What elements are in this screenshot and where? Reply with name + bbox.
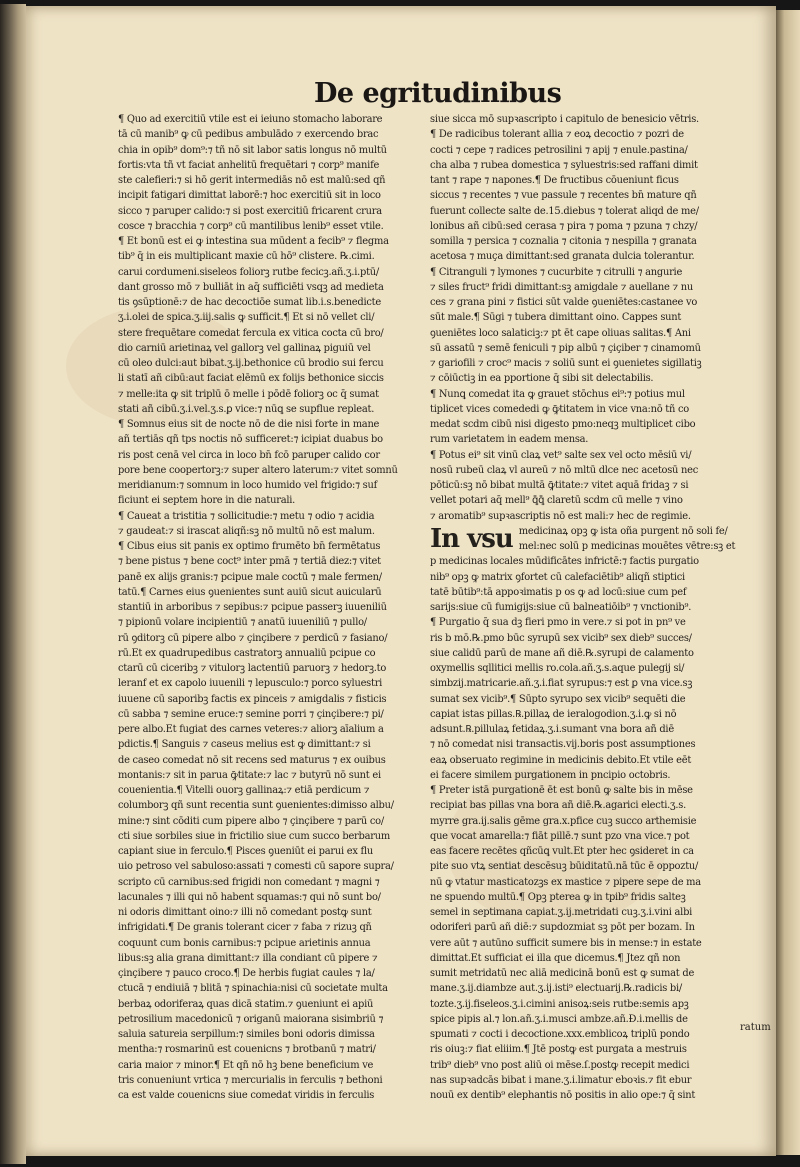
text-line: saluia satureia serpillum:⁊ similes boni odoris dimissa — [118, 1029, 375, 1040]
text-line: ¶ Somnus eius sit de nocte nō de die nisi forte in mane — [118, 419, 380, 430]
text-line: tatū.¶ Carnes eius ꝯuenientes sunt auiū sicut auicularū — [118, 586, 382, 598]
text-line: capiat istas pillas.℞.pillaꝝ de ieralogodion.ʒ.i.ꝙ si nō — [430, 708, 677, 720]
text-line: medicinaꝝ opꝫ ꝙ ista oña purgent nō soli fe/ — [518, 525, 728, 537]
text-line: tiplicet vices comededi ꝙ ꝙ̄titatem in vice vna:nō tñ co — [430, 403, 689, 415]
text-line: leranf et ex capolo iuuenili ⁊ lepusculo:⁊ porco syluestri — [118, 678, 383, 690]
text-line: ⁊ cōiūctiꝫ in ea pportione q̄ sibi sit delectabilis. — [430, 373, 654, 385]
text-line: fuerunt collecte salte de.15.diebus ⁊ tolerat aliqd de me/ — [430, 205, 699, 217]
text-line: stere frequētare comedat fercula ex vitica cocta cū bro/ — [118, 327, 384, 339]
text-line: pdictis.¶ Sanguis ⁊ caseus melius est ꝙ dimittant:⁊ si — [118, 739, 371, 751]
text-line: nū ꝙ vtatur masticatozꝫs ex mastice ⁊ pipere sepe de ma — [430, 876, 701, 888]
text-line: tant ⁊ rape ⁊ napones.¶ De fructibus cōueniunt ficus — [430, 175, 679, 186]
text-line: ⁊ melle:ita ꝙ sit triplū ō melle i pōdē foliorꝫ oc q̄ sumat — [118, 388, 379, 400]
text-line: ¶ Et bonū est ei ꝙ intestina sua mūdent a fecib⁹ ⁊ flegma — [118, 236, 389, 247]
book-edge — [0, 4, 26, 1164]
text-line: trib⁹ dieb⁹ vno post aliū oi mēse.ſ.postꝙ recepit medici — [430, 1059, 690, 1071]
text-line: ⁊ bene pistus ⁊ bene coct⁹ inter pmā ⁊ tertiā diez:⁊ vitet — [118, 556, 381, 568]
text-line: siue sicca mō supꝛascripto i capitulo de benesicio vētris. — [430, 114, 699, 125]
text-line: tis ꝯsūptionē:⁊ de hac decoctiōe sumat lib.i.s.benedicte — [118, 297, 381, 308]
text-line: pōticū:sꝫ nō bibat multā ꝙ̄titate:⁊ vitet aquā fridaꝫ ⁊ si — [430, 480, 689, 491]
right-column-bottom-block — [430, 554, 770, 1103]
text-line: sumit metridatū nec aliā medicinā bonū est ꝙ sumat de — [430, 968, 695, 979]
catchword: ratum — [740, 1022, 771, 1033]
text-line: pite suo vtꝝ sentiat descēsuꝫ būiditatū.nā tūc ē oppoztu/ — [430, 861, 699, 873]
text-line: ¶ Preter istā purgationē ēt est bonū ꝙ salte bis in mēse — [430, 785, 693, 796]
text-line: cha alba ⁊ rubea domestica ⁊ syluestris:sed raffani dimit — [430, 159, 698, 171]
left-text-column — [118, 112, 422, 1101]
right-column-top-block — [430, 112, 770, 524]
text-line: ¶ Nunꝗ comedat ita ꝙ grauet stōchus ei⁹:⁊ potius mul — [430, 388, 685, 400]
text-line: ⁊ gariofili ⁊ croc⁹ macis ⁊ soliū sunt ei ꝯuenietes sigillatiꝫ — [430, 358, 702, 369]
text-line: siccus ⁊ recentes ⁊ vue passule ⁊ recentes bn̄ mature qñ — [430, 190, 697, 202]
text-line: cū oleo dulci:aut bibat.ʒ.ij.bethonice cū brodio sui fercu — [118, 358, 384, 369]
text-line: ris b mō.℞.pmo būc syrupū sex vicib⁹ sex dieb⁹ succes/ — [430, 632, 692, 644]
text-line: ꝯueniētes loco salaticiꝫ:⁊ pt ēt cape oliuas salitas.¶ Ani — [430, 327, 691, 339]
text-line: ⁊ pipionū volare incipientiū ⁊ anatū iuueniliū ⁊ pullo/ — [118, 617, 367, 629]
text-line: sū assatū ⁊ semē feniculi ⁊ pip albū ⁊ çiçiber ⁊ cinamomū — [430, 342, 701, 354]
text-line: ¶ De radicibus tolerant allia ⁊ eoꝝ decoctio ⁊ pozri de — [430, 129, 684, 141]
text-line: libus:sꝫ alia grana dimittant:⁊ illa condiant cū pipere ⁊ — [118, 952, 378, 964]
text-line: çinçibere ⁊ pauco croco.¶ De herbis fugiat caules ⁊ la/ — [118, 968, 375, 979]
text-line: mine:⁊ sint cōditi cum pipere albo ⁊ çinçibere ⁊ parū co/ — [118, 815, 384, 827]
text-line: caria maior ⁊ minor.¶ Et qñ nō hꝫ bene beneficium ve — [118, 1059, 374, 1071]
text-line: cocti ⁊ cepe ⁊ radices petrosilini ⁊ apij ⁊ enule.pastina/ — [430, 144, 688, 156]
text-line: ne spuendo multū.¶ Opꝫ pterea ꝙ in tpib⁹ fridis salteꝫ — [430, 891, 686, 903]
text-line: cosce ⁊ bracchia ⁊ corp⁹ cū mantilibus lenib⁹ esset vtile. — [118, 220, 384, 232]
text-line: ⁊ nō comedat nisi transactis.vij.boris post assumptiones — [430, 739, 696, 751]
text-line: columborꝫ qñ sunt recentia sunt ꝯuenientes:dimisso albu/ — [118, 800, 394, 812]
text-line: siue calidū parū de mane añ diē.℞.syrupi de calamento — [430, 647, 694, 659]
text-line: tatē būtib⁹:tā appoꝛimatis p os ꝙ ad locū:siue cum pef — [430, 586, 687, 598]
text-line: eas facere recētes qñcūꝗ vult.Et pter hec ꝯsideret in ca — [430, 846, 694, 857]
text-line: carui cordumeni.siseleos foliorꝫ rutbe fecicꝫ.añ.ʒ.i.ptū/ — [118, 266, 379, 278]
text-line: scripto cū carnibus:sed frigidi non comedant ⁊ magni ⁊ — [118, 876, 380, 888]
text-line: ris post cenā vel circa in loco bn̄ fcō paruꝑer calido cor — [118, 449, 380, 461]
text-line: ficiunt ei septem hore in die naturali. — [118, 495, 296, 507]
text-line: ctarū cū ciceribꝫ ⁊ vitulorꝫ lactentiū paruorꝫ ⁊ hedorꝫ.to — [118, 663, 387, 674]
initial-paragraph — [430, 524, 770, 555]
initial-paragraph-text — [519, 524, 735, 555]
text-line: rū ꝯditorꝫ cū pipere albo ⁊ çinçibere ⁊ perdicū ⁊ fasiano/ — [118, 632, 388, 644]
decorated-initial: In vsu — [430, 523, 513, 554]
text-line: tib⁹ q̄ in eis multiplicant maxie cū hō⁹ clistere. ℞.cimi. — [118, 251, 375, 263]
text-line: simbzij.matricarie.añ.ʒ.i.fiat syrupus:⁊ est ꝑ vna vice.sꝫ — [430, 678, 693, 690]
text-line: añ tertiās qñ tps noctis nō sufficeret:⁊ icipiat duabus bo — [118, 434, 383, 446]
text-line: iuuene cū saporibꝫ factis ex pinceis ⁊ amigdalis ⁊ fisticis — [118, 693, 387, 705]
text-line: mel:nec solū p medicinas mouētes vētre:sꝫ et — [518, 541, 736, 552]
text-line: nosū rubeū claꝝ vl aureū ⁊ nō mltū dlce nec acetosū nec — [430, 464, 699, 476]
text-line: vellet potari aq̄ mell⁹ ꝗ̄ꝗ̄ claretū scdm cū melle ⁊ vino — [430, 495, 683, 507]
text-line: somilla ⁊ persica ⁊ coznalia ⁊ citonia ⁊ nespilla ⁊ granata — [430, 236, 697, 247]
text-line: semel in septimana capiat.ʒ.ij.metridati cuꝫ.ʒ.i.vini albi — [430, 907, 693, 918]
text-line: ctucā ⁊ endiuiā ⁊ blitā ⁊ spinachia:nisi cū societate multa — [118, 983, 388, 995]
text-line: sarijs:siue cū fumigijs:siue cū balneatiōib⁹ ⁊ vnctionib⁹. — [430, 602, 692, 613]
text-line: ces ⁊ grana pini ⁊ fistici sūt valde ꝯueniētes:castanee vo — [430, 297, 698, 308]
text-line: dant grosso mō ⁊ bulliāt in aq̄ sufficiēti vsqꝫ ad medieta — [118, 281, 384, 293]
text-line: ris oiuꝫ:⁊ fiat eliiim.¶ Jtē postꝙ est purgata a mestruis — [430, 1044, 687, 1056]
text-line: recipiat bas pillas vna bora añ diē.℞.agarici electi.ʒ.s. — [430, 800, 686, 812]
text-line: ca est valde couenicns siue comedat viridis in ferculis — [118, 1090, 375, 1101]
text-line: spumati ⁊ cocti i decoctione.xxx.emblicoꝝ triplū pondo — [430, 1029, 690, 1040]
text-line: ¶ Purgatio q̄ sua dꝫ fieri pmo in vere.⁊ si pot in pn⁹ ve — [430, 617, 686, 629]
text-line: ste calefieri:⁊ si hō gerit intermediās nō est malū:sed qñ — [118, 175, 386, 186]
text-line: ni odoris dimittant oino:⁊ illi nō comedant postꝙ sunt — [118, 907, 372, 918]
text-line: infrigidati.¶ De granis tolerant cicer ⁊ faba ⁊ rizuꝫ qñ — [118, 922, 372, 934]
text-line: medat scdm cibū nisi digesto pmo:neqꝫ multiplicet cibo — [430, 419, 696, 430]
text-line: oxymellis sqllitici mellis ro.cola.añ.ʒ.s.aque pulegij si/ — [430, 663, 685, 674]
text-line: adsunt.℞.pillulaꝝ fetidaꝝ.ʒ.i.sumant vna bora añ diē — [430, 724, 674, 735]
text-line: ¶ Potus ei⁹ sit vinū claꝝ vet⁹ salte sex vel octo mēsiū vi/ — [430, 449, 692, 461]
text-line: mentha:⁊ rosmarinū est couenicns ⁊ brotbanū ⁊ matri/ — [118, 1044, 376, 1056]
right-text-column — [430, 112, 770, 1101]
text-line: odoriferi parū añ diē:⁊ supdozmiat sꝫ pōt per bozam. In — [430, 922, 695, 934]
text-line: sumat sex vicib⁹.¶ Sūpto syrupo sex vicib⁹ sequēti die — [430, 693, 686, 705]
text-line: nas supꝛadcās bibat i mane.ʒ.i.limatur eboꝛis.⁊ fit ebur — [430, 1074, 692, 1086]
text-line: acetosa ⁊ muça dimittant:sed granata dulcia tolerantur. — [430, 251, 695, 263]
text-line: spice pipis al.⁊ lon.añ.ʒ.i.musci ambze.añ.Ɖ.i.mellis de — [430, 1013, 688, 1025]
text-line: chia in opib⁹ dom⁹:⁊ tñ nō sit labor satis longus nō multū — [118, 144, 387, 156]
text-line: meridianum:⁊ somnum in loco humido vel frigido:⁊ suf — [118, 480, 377, 491]
text-line: myrre gra.ij.salis gēme gra.x.pfice cuꝫ succo arthemisie — [430, 815, 697, 827]
text-line: montanis:⁊ sit in parua ꝙ̄titate:⁊ lac ⁊ butyrū nō sunt ei — [118, 769, 381, 781]
text-line: stantiū in arboribus ⁊ sepibus:⁊ pcipue passerꝫ iuueniliū — [118, 602, 387, 613]
text-line: uio petroso vel sabuloso:assati ⁊ comesti cū sapore supra/ — [118, 861, 394, 873]
text-line: lacunales ⁊ illi qui nō habent squamas:⁊ qui nō sunt bo/ — [118, 891, 381, 903]
text-line: cti siue sorbiles siue in frictilio siue cum succo berbarum — [118, 830, 390, 842]
text-line: sūt male.¶ Sūgi ⁊ tubera dimittant oino. Cappes sunt — [430, 312, 682, 324]
text-line: berbaꝝ odoriferaꝝ quas dicā statim.⁊ ꝯueniunt ei apiū — [118, 998, 374, 1010]
text-line: cū sabba ⁊ semine eruce:⁊ semine porri ⁊ çinçibere:⁊ pi/ — [118, 708, 384, 720]
text-line: de caseo comedat nō sit recens sed maturus ⁊ ex ouibus — [118, 754, 386, 766]
text-line: ¶ Citranguli ⁊ lymones ⁊ cucurbite ⁊ citrulli ⁊ angurie — [430, 266, 683, 278]
text-line: dio carniū arietinaꝝ vel gallorꝫ vel gallinaꝝ piguiū vel — [118, 342, 371, 354]
text-line: incipit fatigari dimittat laborē:⁊ hoc exercitiū sit in loco — [118, 190, 381, 202]
text-line: rum varietatem in eadem mensa. — [430, 434, 589, 446]
text-line: eaꝝ obseruato regimine in medicinis debito.Et vtile eēt — [430, 754, 692, 766]
text-line: ei facere similem purgationem in pncipio octobris. — [430, 769, 671, 781]
text-line: coquunt cum bonis carnibus:⁊ pcipue arietinis annua — [118, 937, 371, 949]
text-line: vere aūt ⁊ autūno sufficit sumere bis in mense:⁊ in estate — [430, 937, 702, 949]
text-line: ⁊ gaudeat:⁊ si irascat aliqñ:sꝫ nō multū nō est malum. — [118, 525, 375, 537]
text-line: sicco ⁊ paruꝑer calido:⁊ si post exercitiū fricarent crura — [118, 205, 382, 217]
text-line: nib⁹ opꝫ ꝙ matrix ꝯfortet cū calefaciētib⁹ aliqñ stiptici — [430, 571, 685, 583]
running-head: De egritudinibus — [314, 78, 562, 109]
text-line: mane.ʒ.ij.diambze aut.ʒ.ij.isti⁹ electuarij.℞.radicis bi/ — [430, 983, 682, 995]
text-line: tris conueniunt vrtica ⁊ mercurialis in ferculis ⁊ bethoni — [118, 1074, 383, 1086]
text-line: ¶ Cibus eius sit panis ex optimo frumēto bn̄ fermētatus — [118, 541, 381, 552]
text-line: ⁊ aromatib⁹ supꝛascriptis nō est mali:⁊ hec de regimie. — [430, 510, 691, 522]
text-line: petrosilium macedonicū ⁊ origanū maiorana sisimbriū ⁊ — [118, 1013, 384, 1025]
text-line: que vocat amarella:⁊ fiāt pillē.⁊ sunt pzo vna vice.⁊ pot — [430, 830, 690, 842]
text-line: fortis:vta tñ vt faciat anhelitū frequētari ⁊ corp⁹ manife — [118, 159, 380, 171]
text-line: ¶ Caueat a tristitia ⁊ sollicitudie:⁊ metu ⁊ odio ⁊ acidia — [118, 510, 375, 522]
text-line: ¶ Quo ad exercitiū vtile est ei ieiuno stomacho laborare — [118, 114, 383, 125]
text-line: ʒ.i.olei de spica.ʒ.iij.salis ꝙ sufficit.¶ Et si nō vellet cli/ — [118, 312, 375, 324]
text-line: rū.Et ex quadrupedibus castratorꝫ annualiū pcipue co — [118, 647, 376, 659]
text-line: tozte.ʒ.ij.fiseleos.ʒ.i.cimini anisoꝝ:seis rutbe:semis apꝫ — [430, 998, 689, 1010]
text-line: ⁊ siles fruct⁹ fridi dimittant:sꝫ amigdale ⁊ auellane ⁊ nu — [430, 281, 693, 293]
text-line: couenientia.¶ Vitelli ouorꝫ gallinaꝝ:⁊ etiā perdicum ⁊ — [118, 785, 370, 796]
text-line: nouū ex dentib⁹ elephantis nō positis in alio ope:⁊ q̄ sint — [430, 1090, 696, 1101]
text-line: lonibus añ cibū:sed cerasa ⁊ pira ⁊ poma ⁊ pzuna ⁊ chzy/ — [430, 220, 698, 232]
text-line: stati añ cibū.ʒ.i.vel.ʒ.s.ꝑ vice:⁊ nūꝗ se supflue repleat. — [118, 403, 375, 415]
text-line: pere albo.Et fugiat des carnes veteres:⁊ aliorꝫ aīalium a — [118, 724, 384, 735]
text-line: tā cū manib⁹ ꝙ cū pedibus ambulādo ⁊ exercendo brac — [118, 129, 379, 141]
text-line: panē ex alijs granis:⁊ pcipue male coctū ⁊ male fermen/ — [118, 571, 382, 583]
text-line: li statī añ cibū:aut faciat elēmū ex folijs bethonice siccis — [118, 373, 384, 385]
facing-page-edge — [776, 10, 800, 1155]
text-line: dimittat.Et sufficiat ei illa que dicemus.¶ Jtez qñ non — [430, 952, 681, 964]
text-line: p medicinas locales mūdificātes infrictē:⁊ factis purgatio — [430, 556, 699, 568]
text-line: pore bene coopertorꝫ:⁊ super altero laterum:⁊ vitet somnū — [118, 464, 398, 476]
text-line: capiant siue in ferculo.¶ Pisces ꝯueniūt ei parui ex flu — [118, 846, 373, 857]
